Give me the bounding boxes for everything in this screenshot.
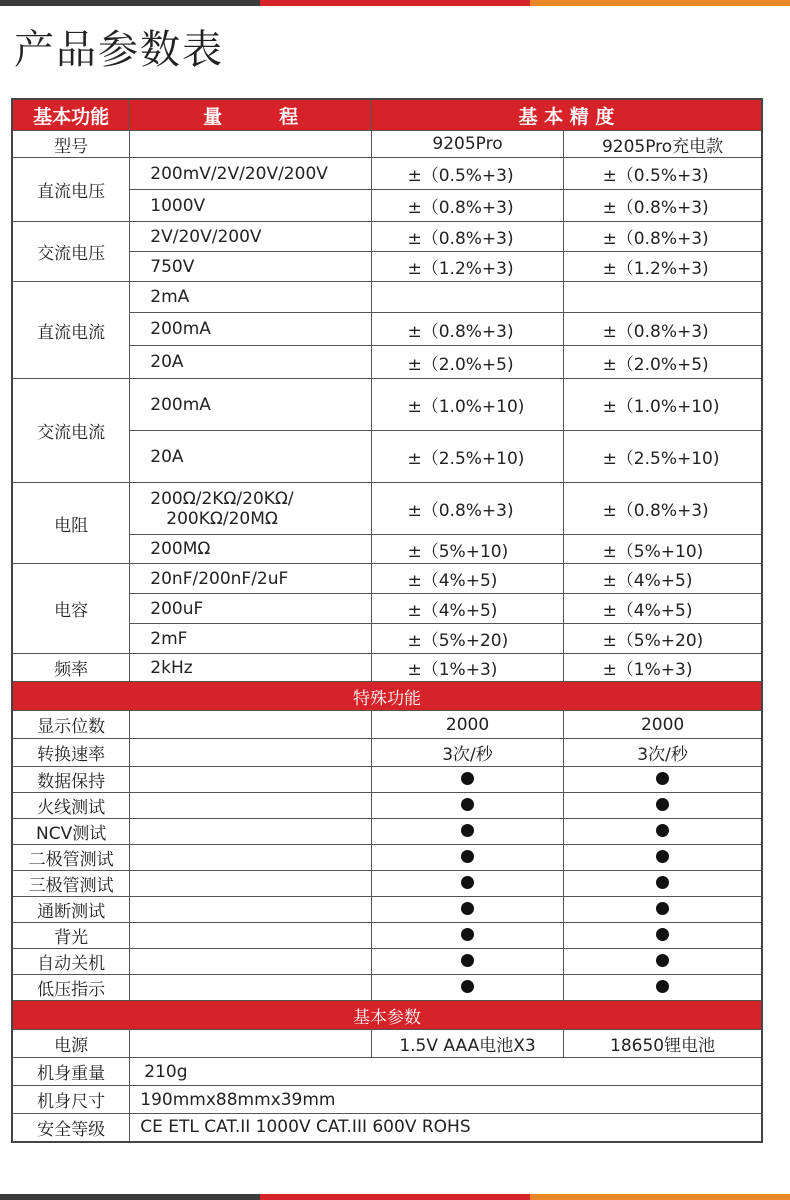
func-freq: 频率 [12,654,130,682]
range-cell: 20A [130,346,372,379]
table-row [12,1058,762,1086]
param-name: 机身尺寸 [12,1086,130,1114]
accuracy-a: ±（5%+20) [371,624,563,654]
feature-name: 低压指示 [12,975,130,1001]
supported-cell-a [371,793,563,819]
section-row-basic [12,1001,762,1030]
feature-name: 转换速率 [12,739,130,767]
supported-dot-icon [656,772,669,785]
func-res: 电阻 [12,483,130,564]
accuracy-b: ±（0.8%+3) [564,313,762,346]
feature-name: 显示位数 [12,711,130,739]
bottom-bar-dark-segment [0,1194,260,1200]
top-bar-dark-segment [0,0,260,6]
empty-cell [130,923,372,949]
feature-name: NCV测试 [12,819,130,845]
supported-dot-icon [461,798,474,811]
supported-dot-icon [656,798,669,811]
supported-dot-icon [461,928,474,941]
range-cell: 200mA [130,313,372,346]
model-a: 9205Pro [371,131,563,158]
range-cell: 2mF [130,624,372,654]
feature-value-b: 2000 [564,711,762,739]
supported-cell-a [371,845,563,871]
supported-dot-icon [461,902,474,915]
table-row [12,654,762,682]
param-name: 安全等级 [12,1114,130,1142]
supported-cell-b [564,871,762,897]
supported-cell-b [564,897,762,923]
table-row [12,871,762,897]
range-cell: 2mA [130,282,372,313]
func-acv: 交流电压 [12,222,130,282]
supported-dot-icon [461,850,474,863]
model-label: 型号 [12,131,130,158]
table-row [12,923,762,949]
header-accuracy: 基 本 精 度 [371,99,762,131]
table-row [12,1086,762,1114]
supported-cell-a [371,871,563,897]
supported-cell-b [564,793,762,819]
top-bar-red-segment [260,0,530,6]
param-value: 210g [130,1058,762,1086]
func-dcv: 直流电压 [12,158,130,222]
bottom-bar-orange-segment [530,1194,790,1200]
accuracy-b: ±（0.8%+3) [564,222,762,252]
accuracy-a: ±（0.5%+3) [371,158,563,190]
accuracy-b: ±（0.5%+3) [564,158,762,190]
supported-cell-a [371,949,563,975]
table-row [12,1030,762,1058]
accuracy-b: ±（2.0%+5) [564,346,762,379]
accuracy-b-empty [564,282,762,313]
empty-cell [130,711,372,739]
range-line-2: 200KΩ/20MΩ [166,508,278,529]
supported-cell-b [564,923,762,949]
accuracy-a: ±（0.8%+3) [371,313,563,346]
table-row [12,897,762,923]
range-cell: 200mA [130,379,372,431]
feature-name: 火线测试 [12,793,130,819]
range-cell: 750V [130,252,372,282]
supported-dot-icon [461,824,474,837]
table-row [12,1114,762,1142]
supported-dot-icon [656,902,669,915]
supported-cell-a [371,897,563,923]
top-bar-orange-segment [530,0,790,6]
empty-cell [130,897,372,923]
feature-value-a: 3次/秒 [371,739,563,767]
bottom-decorative-bar [0,1194,790,1200]
supported-cell-b [564,845,762,871]
table-row [12,793,762,819]
accuracy-b: ±（0.8%+3) [564,483,762,535]
header-func: 基本功能 [12,99,130,131]
accuracy-b: ±（1.0%+10) [564,379,762,431]
param-name: 机身重量 [12,1058,130,1086]
supported-dot-icon [461,980,474,993]
range-cell: 200mV/2V/20V/200V [130,158,372,190]
feature-name: 通断测试 [12,897,130,923]
bottom-bar-red-segment [260,1194,530,1200]
table-row [12,564,762,594]
range-cell: 200uF [130,594,372,624]
table-row [12,131,762,158]
accuracy-a: ±（0.8%+3) [371,190,563,222]
accuracy-b: ±（0.8%+3) [564,190,762,222]
table-row [12,975,762,1001]
feature-name: 二极管测试 [12,845,130,871]
supported-dot-icon [656,954,669,967]
accuracy-b: ±（5%+20) [564,624,762,654]
supported-dot-icon [656,928,669,941]
param-value: 190mmx88mmx39mm [130,1086,762,1114]
spec-table-wrapper [11,98,763,1143]
accuracy-a: ±（2.0%+5) [371,346,563,379]
supported-dot-icon [461,876,474,889]
param-value-a: 1.5V AAA电池X3 [371,1030,563,1058]
empty-cell [130,819,372,845]
feature-name: 数据保持 [12,767,130,793]
feature-name: 自动关机 [12,949,130,975]
feature-rows [12,767,762,1001]
supported-dot-icon [656,824,669,837]
accuracy-b: ±（4%+5) [564,594,762,624]
supported-cell-a [371,923,563,949]
range-cell: 20A [130,431,372,483]
table-row [12,767,762,793]
range-cell: 2V/20V/200V [130,222,372,252]
accuracy-a: ±（1.2%+3) [371,252,563,282]
table-row [12,845,762,871]
section-row-special [12,682,762,711]
accuracy-a: ±（1%+3) [371,654,563,682]
model-b: 9205Pro充电款 [564,131,762,158]
range-cell: 2kHz [130,654,372,682]
top-decorative-bar [0,0,790,6]
model-range-empty [130,131,372,158]
accuracy-a: ±（5%+10) [371,535,563,564]
table-row [12,739,762,767]
feature-name: 背光 [12,923,130,949]
range-cell [130,483,372,535]
supported-cell-a [371,819,563,845]
func-dca: 直流电流 [12,282,130,379]
range-cell: 200MΩ [130,535,372,564]
accuracy-b: ±（4%+5) [564,564,762,594]
empty-cell [130,845,372,871]
func-aca: 交流电流 [12,379,130,483]
table-row [12,379,762,431]
table-row [12,949,762,975]
range-cell: 1000V [130,190,372,222]
supported-cell-a [371,975,563,1001]
supported-dot-icon [656,850,669,863]
header-range: 量 程 [130,99,372,131]
table-row [12,819,762,845]
param-value-b: 18650锂电池 [564,1030,762,1058]
empty-cell [130,975,372,1001]
func-cap: 电容 [12,564,130,654]
feature-value-a: 2000 [371,711,563,739]
empty-cell [130,949,372,975]
empty-cell [130,739,372,767]
table-header-row [12,99,762,131]
supported-cell-b [564,767,762,793]
accuracy-b: ±（1.2%+3) [564,252,762,282]
accuracy-a: ±（1.0%+10) [371,379,563,431]
feature-value-b: 3次/秒 [564,739,762,767]
section-title-special: 特殊功能 [12,682,762,711]
table-row [12,711,762,739]
table-row [12,158,762,190]
accuracy-a: ±（0.8%+3) [371,483,563,535]
range-cell: 20nF/200nF/2uF [130,564,372,594]
feature-name: 三极管测试 [12,871,130,897]
supported-dot-icon [461,954,474,967]
empty-cell [130,1030,372,1058]
supported-cell-b [564,819,762,845]
empty-cell [130,793,372,819]
table-row [12,222,762,252]
accuracy-a: ±（4%+5) [371,564,563,594]
accuracy-a-empty [371,282,563,313]
supported-dot-icon [656,876,669,889]
empty-cell [130,871,372,897]
supported-dot-icon [461,772,474,785]
supported-cell-a [371,767,563,793]
accuracy-a: ±（0.8%+3) [371,222,563,252]
table-row [12,282,762,313]
spec-table [11,98,763,1143]
accuracy-a: ±（2.5%+10) [371,431,563,483]
supported-cell-b [564,975,762,1001]
accuracy-a: ±（4%+5) [371,594,563,624]
accuracy-b: ±（5%+10) [564,535,762,564]
param-name: 电源 [12,1030,130,1058]
supported-dot-icon [656,980,669,993]
section-title-basic: 基本参数 [12,1001,762,1030]
page-title: 产品参数表 [14,27,224,73]
param-value: CE ETL CAT.II 1000V CAT.III 600V ROHS [130,1114,762,1142]
accuracy-b: ±（2.5%+10) [564,431,762,483]
range-line-1: 200Ω/2KΩ/20KΩ/ [150,488,294,509]
empty-cell [130,767,372,793]
accuracy-b: ±（1%+3) [564,654,762,682]
table-row [12,483,762,535]
supported-cell-b [564,949,762,975]
